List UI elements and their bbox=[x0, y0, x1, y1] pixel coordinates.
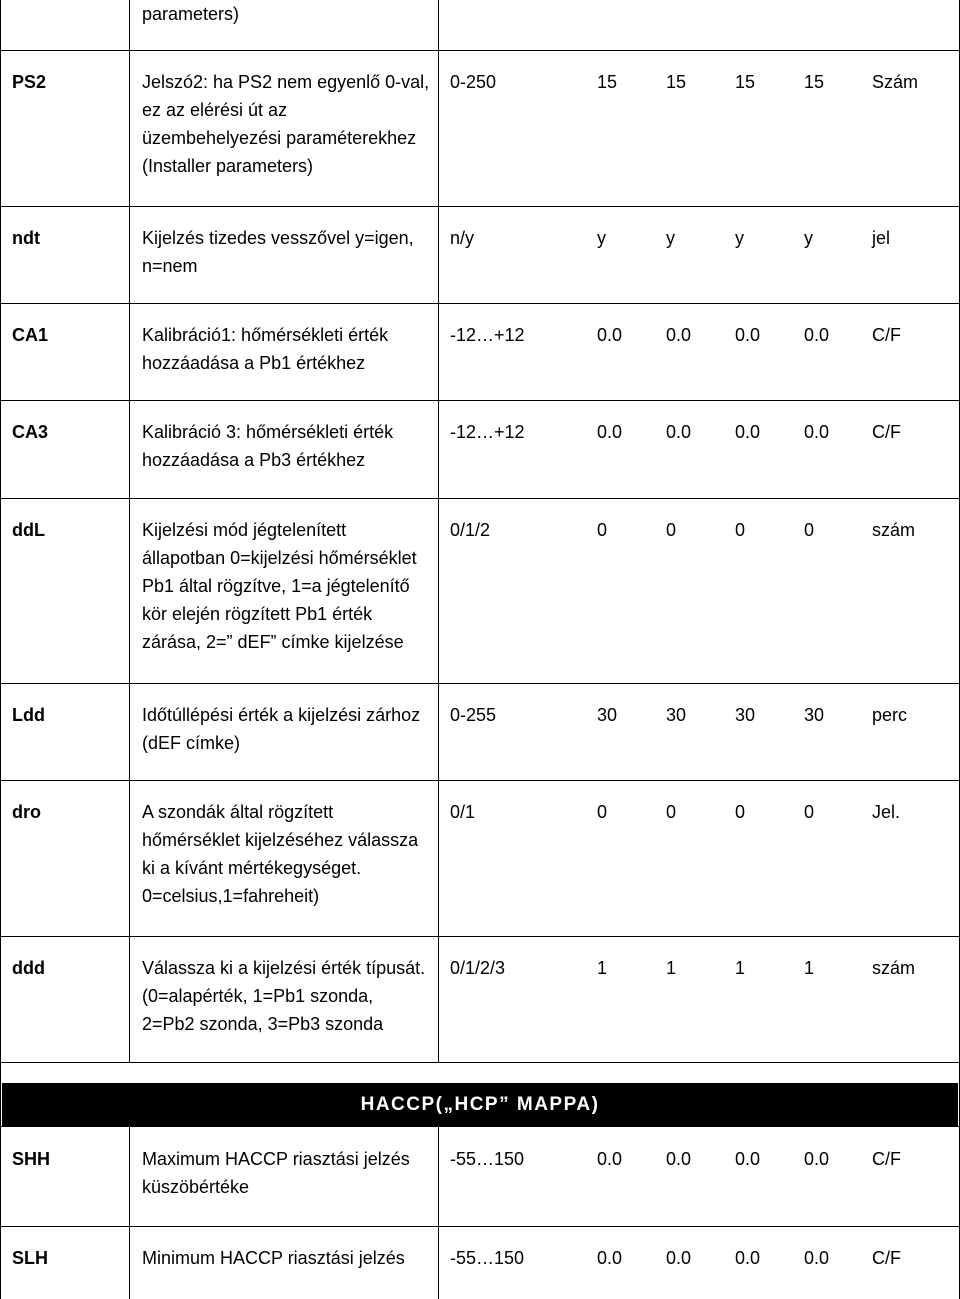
row-divider bbox=[0, 1126, 960, 1127]
default-value-3: 1 bbox=[735, 958, 746, 978]
default-value-1: 1 bbox=[597, 958, 608, 978]
default-value-1: 0 bbox=[597, 802, 608, 822]
parameter-description: Kijelzési mód jégtelenített bbox=[142, 520, 347, 540]
column-divider bbox=[0, 0, 1, 1062]
parameter-code: dro bbox=[12, 802, 41, 822]
default-value-3: 0 bbox=[735, 802, 746, 822]
parameter-description: Válassza ki a kijelzési érték típusát. bbox=[142, 958, 426, 978]
parameter-code: CA3 bbox=[12, 422, 49, 442]
default-value-1: 0.0 bbox=[597, 422, 623, 442]
unit: Szám bbox=[872, 72, 919, 92]
value-range: 0-250 bbox=[450, 72, 497, 92]
default-value-2: 0.0 bbox=[666, 422, 692, 442]
value-range: 0-255 bbox=[450, 705, 497, 725]
parameter-code: CA1 bbox=[12, 325, 49, 345]
column-divider bbox=[129, 1126, 130, 1299]
unit: C/F bbox=[872, 1248, 901, 1268]
row-divider bbox=[0, 400, 960, 401]
default-value-4: 1 bbox=[804, 958, 815, 978]
parameter-description: (0=alapérték, 1=Pb1 szonda, bbox=[142, 986, 374, 1006]
parameter-description: Kijelzés tizedes vesszővel y=igen, bbox=[142, 228, 414, 248]
default-value-2: y bbox=[666, 228, 675, 248]
row-divider bbox=[0, 50, 960, 51]
row-divider bbox=[0, 1062, 960, 1063]
unit: szám bbox=[872, 958, 916, 978]
description-continuation: parameters) bbox=[142, 4, 240, 24]
parameter-description: 2=Pb2 szonda, 3=Pb3 szonda bbox=[142, 1014, 384, 1034]
row-divider bbox=[0, 1226, 960, 1227]
parameter-description: Kalibráció 3: hőmérsékleti érték bbox=[142, 422, 394, 442]
default-value-3: 0 bbox=[735, 520, 746, 540]
value-range: -55…150 bbox=[450, 1149, 525, 1169]
row-divider bbox=[0, 498, 960, 499]
column-divider bbox=[438, 0, 439, 1062]
default-value-1: 0 bbox=[597, 520, 608, 540]
default-value-3: 0.0 bbox=[735, 1149, 761, 1169]
parameter-description: n=nem bbox=[142, 256, 198, 276]
default-value-4: 30 bbox=[804, 705, 825, 725]
column-divider bbox=[0, 1062, 1, 1299]
section-header-haccp: HACCP(„HCP” MAPPA) bbox=[2, 1083, 958, 1126]
default-value-2: 0.0 bbox=[666, 325, 692, 345]
default-value-4: 0.0 bbox=[804, 422, 830, 442]
parameter-description: zárása, 2=” dEF” címke kijelzése bbox=[142, 632, 404, 652]
parameter-description: hozzáadása a Pb3 értékhez bbox=[142, 450, 366, 470]
default-value-3: 15 bbox=[735, 72, 756, 92]
parameter-code: SLH bbox=[12, 1248, 48, 1268]
parameter-description: küszöbértéke bbox=[142, 1177, 250, 1197]
unit: perc bbox=[872, 705, 908, 725]
unit: C/F bbox=[872, 422, 901, 442]
value-range: -12…+12 bbox=[450, 422, 525, 442]
parameter-code: SHH bbox=[12, 1149, 51, 1169]
unit: szám bbox=[872, 520, 916, 540]
parameter-description: Pb1 által rögzítve, 1=a jégtelenítő bbox=[142, 576, 410, 596]
default-value-2: 30 bbox=[666, 705, 687, 725]
parameter-description: hozzáadása a Pb1 értékhez bbox=[142, 353, 366, 373]
default-value-2: 15 bbox=[666, 72, 687, 92]
parameter-code: Ldd bbox=[12, 705, 45, 725]
row-divider bbox=[0, 206, 960, 207]
parameter-description: ki a kívánt mértékegységet. bbox=[142, 858, 362, 878]
parameter-description: állapotban 0=kijelzési hőmérséklet bbox=[142, 548, 417, 568]
default-value-3: 0.0 bbox=[735, 1248, 761, 1268]
default-value-1: 0.0 bbox=[597, 1248, 623, 1268]
unit: Jel. bbox=[872, 802, 901, 822]
value-range: -55…150 bbox=[450, 1248, 525, 1268]
parameter-description: Jelszó2: ha PS2 nem egyenlő 0-val, bbox=[142, 72, 430, 92]
parameter-code: ndt bbox=[12, 228, 40, 248]
parameter-description: A szondák által rögzített bbox=[142, 802, 334, 822]
row-divider bbox=[0, 303, 960, 304]
parameter-description: Minimum HACCP riasztási jelzés bbox=[142, 1248, 405, 1268]
default-value-4: y bbox=[804, 228, 813, 248]
value-range: -12…+12 bbox=[450, 325, 525, 345]
default-value-2: 0 bbox=[666, 802, 677, 822]
unit: jel bbox=[872, 228, 891, 248]
parameter-description: Időtúllépési érték a kijelzési zárhoz bbox=[142, 705, 421, 725]
unit: C/F bbox=[872, 325, 901, 345]
value-range: 0/1/2 bbox=[450, 520, 491, 540]
default-value-1: 15 bbox=[597, 72, 618, 92]
default-value-4: 0.0 bbox=[804, 1149, 830, 1169]
row-divider bbox=[0, 936, 960, 937]
unit: C/F bbox=[872, 1149, 901, 1169]
column-divider bbox=[129, 0, 130, 1062]
row-divider bbox=[0, 780, 960, 781]
parameter-description: Kalibráció1: hőmérsékleti érték bbox=[142, 325, 389, 345]
parameter-description: hőmérséklet kijelzéséhez válassza bbox=[142, 830, 419, 850]
default-value-2: 0 bbox=[666, 520, 677, 540]
parameter-description: 0=celsius,1=fahreheit) bbox=[142, 886, 320, 906]
default-value-3: 30 bbox=[735, 705, 756, 725]
parameter-description: Maximum HACCP riasztási jelzés bbox=[142, 1149, 410, 1169]
parameter-code: ddL bbox=[12, 520, 45, 540]
value-range: 0/1 bbox=[450, 802, 476, 822]
default-value-3: y bbox=[735, 228, 744, 248]
parameter-code: PS2 bbox=[12, 72, 47, 92]
default-value-1: 30 bbox=[597, 705, 618, 725]
parameter-description: üzembehelyezési paraméterekhez bbox=[142, 128, 417, 148]
parameter-code: ddd bbox=[12, 958, 45, 978]
default-value-4: 0 bbox=[804, 802, 815, 822]
row-divider bbox=[0, 683, 960, 684]
value-range: n/y bbox=[450, 228, 475, 248]
default-value-1: y bbox=[597, 228, 606, 248]
default-value-4: 15 bbox=[804, 72, 825, 92]
column-divider bbox=[438, 1126, 439, 1299]
default-value-4: 0 bbox=[804, 520, 815, 540]
parameter-description: (dEF címke) bbox=[142, 733, 241, 753]
parameter-description: (Installer parameters) bbox=[142, 156, 314, 176]
default-value-1: 0.0 bbox=[597, 325, 623, 345]
default-value-3: 0.0 bbox=[735, 422, 761, 442]
default-value-4: 0.0 bbox=[804, 325, 830, 345]
default-value-1: 0.0 bbox=[597, 1149, 623, 1169]
default-value-3: 0.0 bbox=[735, 325, 761, 345]
parameter-description: ez az elérési út az bbox=[142, 100, 288, 120]
value-range: 0/1/2/3 bbox=[450, 958, 506, 978]
default-value-2: 0.0 bbox=[666, 1149, 692, 1169]
parameter-description: kör elején rögzített Pb1 érték bbox=[142, 604, 373, 624]
default-value-2: 1 bbox=[666, 958, 677, 978]
default-value-4: 0.0 bbox=[804, 1248, 830, 1268]
default-value-2: 0.0 bbox=[666, 1248, 692, 1268]
